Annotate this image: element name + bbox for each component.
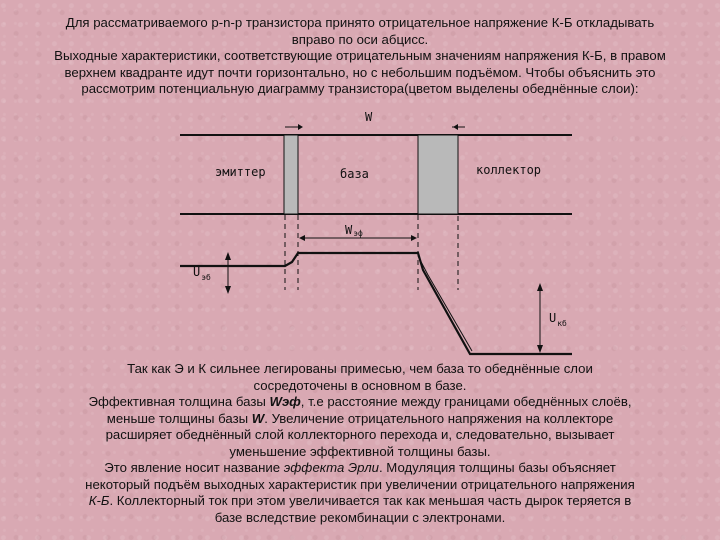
ueb-arrowhead-down xyxy=(225,286,231,294)
weff-arrowhead-left xyxy=(299,235,305,241)
intro-line-3: Выходные характеристики, соответствующие отрицательным значениям напряжения К-Б, в правом xyxy=(54,48,666,63)
intro-line-5: рассмотрим потенциальную диаграмму транзистора(цветом выделены обеднённые слои): xyxy=(81,81,639,96)
w-term: W xyxy=(251,410,265,426)
explanation-text xyxy=(58,361,662,526)
w-arrowhead-right xyxy=(453,124,458,130)
intro-line-4: верхнем квадранте идут почти горизонтально, но с небольшим подъёмом. Чтобы объяснить это xyxy=(64,64,656,80)
explanation-line-4: меньше толщины базы W. Увеличение отрицательного напряжения на коллекторе xyxy=(106,410,614,426)
explanation-line-8: некоторый подъём выходных характеристик при увеличении отрицательного напряжения xyxy=(85,476,635,492)
explanation-line-6: уменьшение эффективной толщины базы. xyxy=(229,443,491,459)
collector-depletion-layer xyxy=(418,135,458,214)
label-ukb: $U_{кб}$ xyxy=(549,311,567,328)
w-arrowhead-left xyxy=(298,124,303,130)
intro-line-1: Для рассматриваемого p-n-p транзистора принято отрицательное напряжение К-Б откладывать xyxy=(65,15,655,30)
label-base: база xyxy=(340,167,369,181)
kb-term: К-Б xyxy=(88,493,110,508)
ueb-arrowhead-up xyxy=(225,252,231,260)
emitter-depletion-layer xyxy=(284,135,298,214)
label-collector: коллектор xyxy=(476,163,542,177)
weff-arrowhead-right xyxy=(411,235,417,241)
label-w: W xyxy=(365,110,373,124)
label-ueb: $U_{эб}$ xyxy=(193,265,211,282)
weff-term: Wэф xyxy=(269,394,301,409)
explanation-line-10: базе вследствие рекомбинации с электронами. xyxy=(214,509,506,525)
ukb-arrowhead-down xyxy=(537,345,543,353)
explanation-line-9: К-Б. Коллекторный ток при этом увеличивается так как меньшая часть дырок теряется в xyxy=(88,493,632,508)
potential-curve-shadow xyxy=(418,256,472,351)
label-emitter: эмиттер xyxy=(215,165,266,179)
ukb-arrowhead-up xyxy=(537,283,543,291)
early-effect-term: эффекта Эрли xyxy=(283,460,379,475)
explanation-line-5: расширяет обеднённый слой коллекторного перехода и, следовательно, вызывает xyxy=(105,427,615,442)
potential-curve xyxy=(180,253,572,354)
explanation-line-2: сосредоточены в основном в базе. xyxy=(253,377,467,393)
explanation-line-7: Это явление носит название эффекта Эрли. Модуляция толщины базы объясняет xyxy=(104,460,616,475)
explanation-line-1: Так как Э и К сильнее легированы примесью, чем база то обеднённые слои xyxy=(127,361,593,376)
intro-line-2: вправо по оси абцисс. xyxy=(291,31,429,47)
explanation-line-3: Эффективная толщина базы Wэф, т.е расстояние между границами обеднённых слоёв, xyxy=(88,394,632,409)
label-weff: Wэф xyxy=(345,223,363,238)
